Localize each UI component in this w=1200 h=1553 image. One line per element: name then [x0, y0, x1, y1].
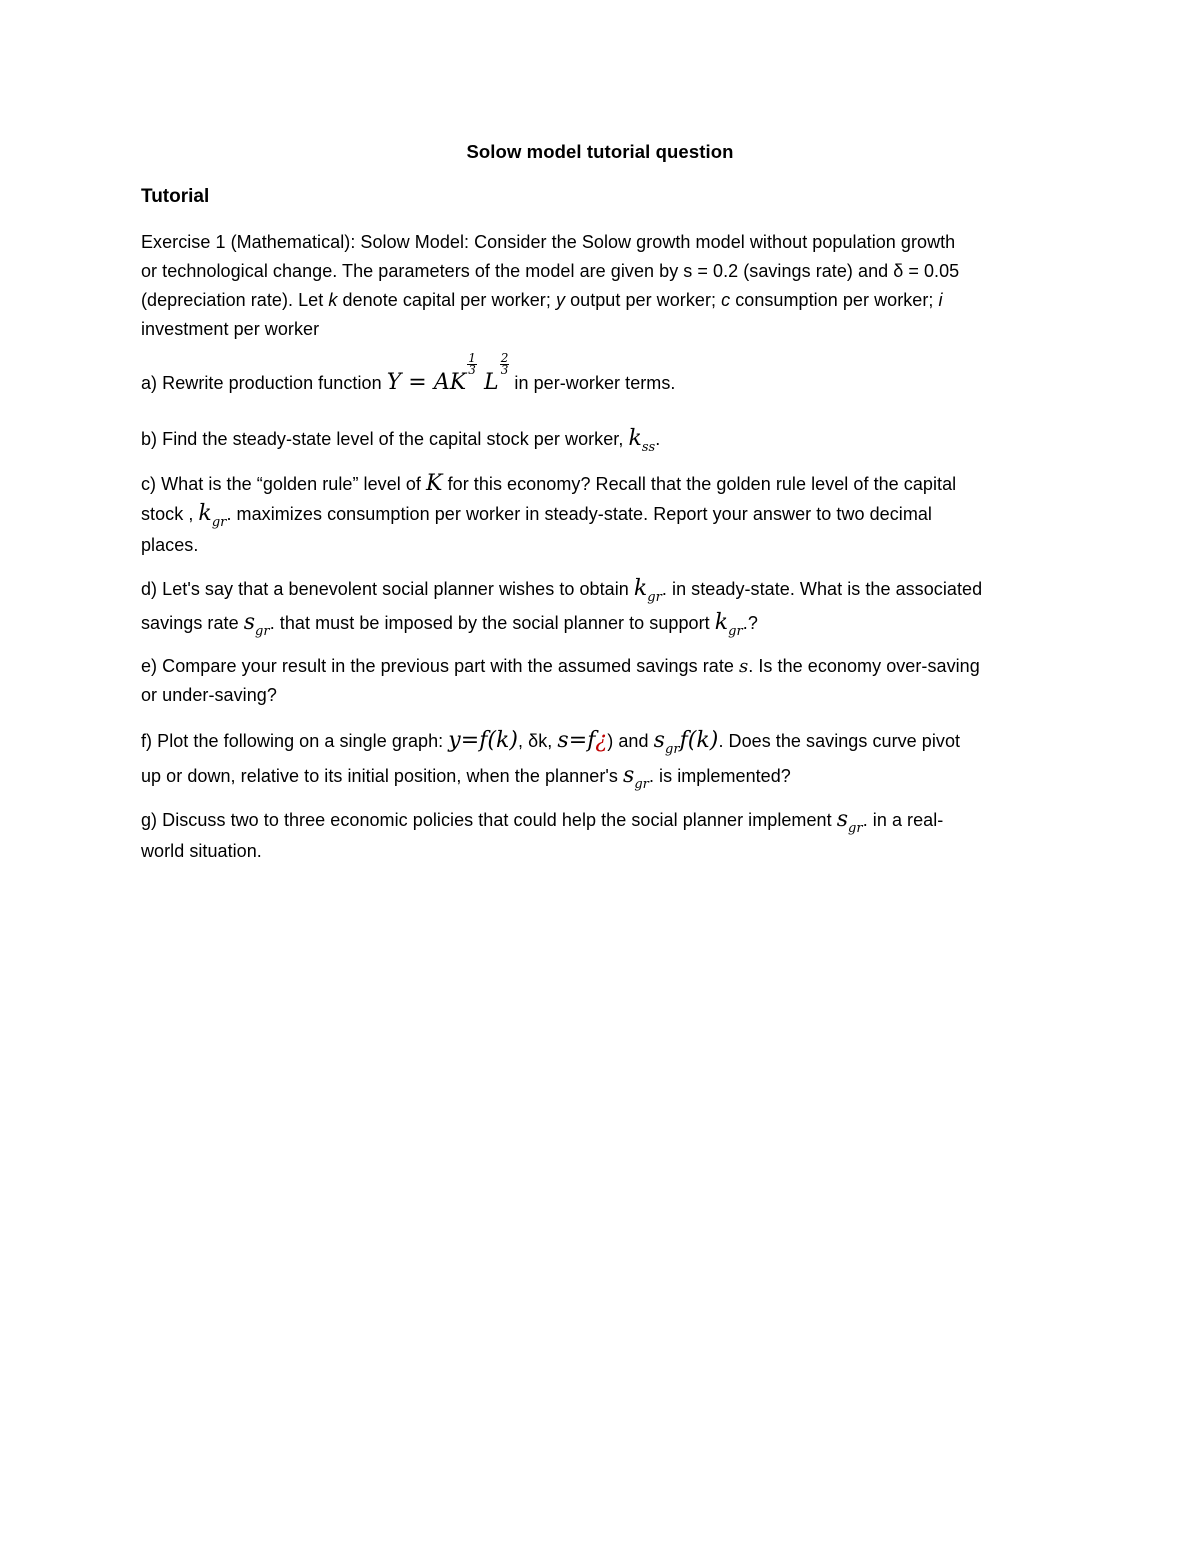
question-b: b) Find the steady-state level of the capital stock per worker, $k_{ss}$.: [141, 426, 661, 455]
section-heading: Tutorial: [141, 186, 210, 207]
question-c: c) What is the “golden rule” level of K for this economy? Recall that the golden rule level of the capital stock , $k_{gr}$. maximizes consumption per worker in steady-state. Report your answer to two decimal places.: [141, 471, 957, 555]
question-a: a) Rewrite production function Y = AK $\frac{1}{3}$ L $\frac{2}{3}$ in per-worker terms.: [141, 351, 676, 395]
intro-line-3: (depreciation rate). Let k denote capital per worker; y output per worker; c consumption per worker; i: [141, 290, 943, 310]
question-d: d) Let's say that a benevolent social planner wishes to obtain $k_{gr}$. in steady-state. What is the associated savings rate $s_{gr}$. that must be imposed by the social planner to support $k_{gr}$.?: [141, 576, 983, 639]
document-title: Solow model tutorial question: [466, 141, 734, 162]
intro-line-2: or technological change. The parameters of the model are given by s = 0.2 (savings rate) and δ = 0.05: [141, 261, 960, 281]
intro-line-1: Exercise 1 (Mathematical): Solow Model: Consider the Solow growth model without population growth: [141, 232, 956, 252]
question-g: g) Discuss two to three economic policies that could help the social planner implement $s_{gr}$. in a real- world situation.: [141, 807, 944, 861]
intro-line-4: investment per worker: [141, 319, 320, 339]
exercise-intro: [141, 228, 1061, 344]
question-e: e) Compare your result in the previous part with the assumed savings rate s. Is the economy over-saving or under-saving?: [141, 656, 980, 705]
production-function-equation: Y = AK $\frac{1}{3}$ L $\frac{2}{3}$: [386, 351, 509, 395]
question-f: f) Plot the following on a single graph: y=f(k), δk, s=f¿) and $s_{gr}f(k)$. Does the savings curve pivot up or down, relative to its initial position, when the planner's $s_{gr}$. is implemented?: [141, 728, 961, 792]
